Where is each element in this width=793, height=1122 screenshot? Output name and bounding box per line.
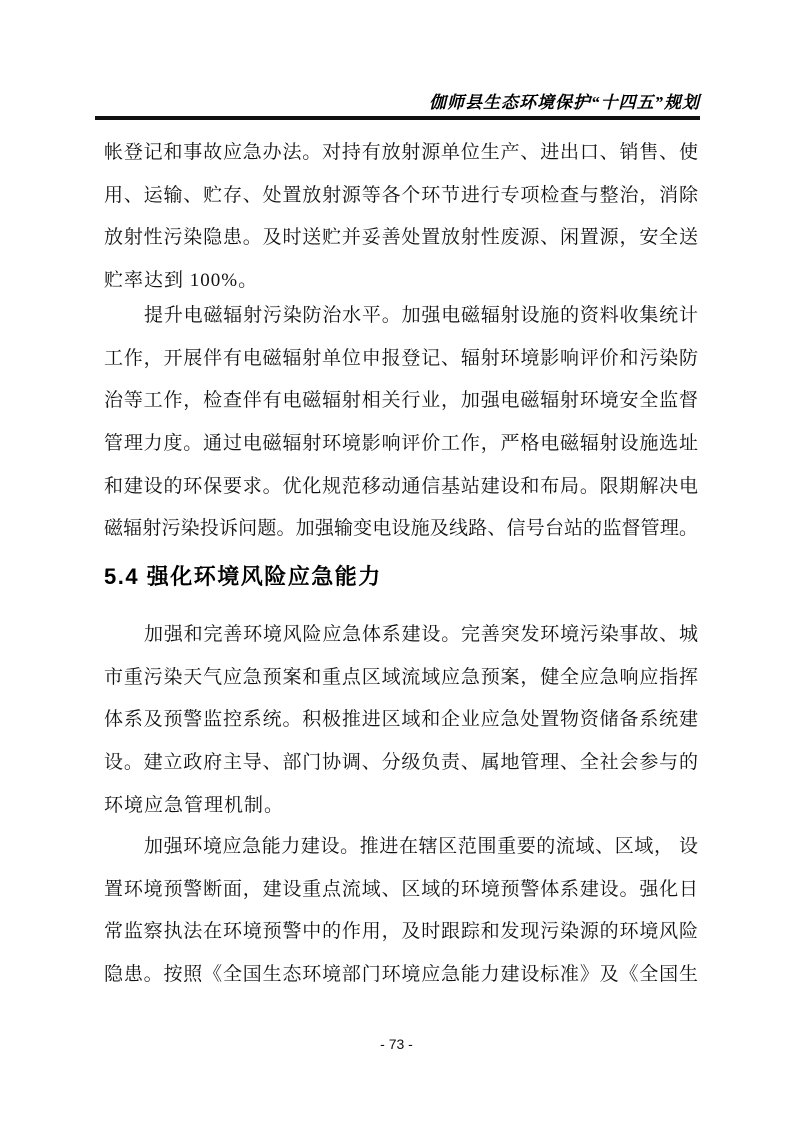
text-line: 贮率达到 100%。 xyxy=(104,270,259,292)
page-footer xyxy=(0,1036,793,1054)
text-line: 管理力度。通过电磁辐射环境影响评价工作，严格电磁辐射设施选址 xyxy=(104,433,698,455)
text-line: 治等工作，检查伴有电磁辐射相关行业，加强电磁辐射环境安全监督 xyxy=(104,390,698,412)
text-line: 工作，开展伴有电磁辐射单位申报登记、辐射环境影响评价和污染防 xyxy=(104,347,698,369)
text-line: 常监察执法在环境预警中的作用，及时跟踪和发现污染源的环境风险 xyxy=(104,921,698,943)
page-header xyxy=(95,88,700,120)
text-line: 隐患。按照《全国生态环境部门环境应急能力建设标准》及《全国生 xyxy=(104,964,698,986)
paragraph-radiation-sources xyxy=(104,132,698,303)
text-line: 设。建立政府主导、部门协调、分级负责、属地管理、全社会参与的 xyxy=(104,752,698,774)
paragraph-emergency-system xyxy=(104,614,698,827)
text-line: 加强环境应急能力建设。推进在辖区范围重要的流域、区域， 设 xyxy=(144,836,698,857)
text-line: 置环境预警断面，建设重点流域、区域的环境预警体系建设。强化日 xyxy=(104,878,698,900)
header-title: 伽师县生态环境保护“十四五”规划 xyxy=(429,93,700,112)
paragraph-electromagnetic-radiation xyxy=(104,295,698,551)
text-line: 体系及预警监控系统。积极推进区域和企业应急处置物资储备系统建 xyxy=(104,709,698,731)
page-number: - 73 - xyxy=(380,1036,413,1052)
text-line: 环境应急管理机制。 xyxy=(104,794,285,816)
text-line: 提升电磁辐射污染防治水平。加强电磁辐射设施的资料收集统计 xyxy=(144,305,698,326)
text-line: 加强和完善环境风险应急体系建设。完善突发环境污染事故、城 xyxy=(144,624,698,645)
text-line: 帐登记和事故应急办法。对持有放射源单位生产、进出口、销售、使 xyxy=(104,142,698,163)
text-line: 放射性污染隐患。及时送贮并妥善处置放射性废源、闲置源，安全送 xyxy=(104,227,698,249)
text-line: 用、运输、贮存、处置放射源等各个环节进行专项检查与整治，消除 xyxy=(104,184,698,206)
text-line: 磁辐射污染投诉问题。加强输变电设施及线路、信号台站的监督管理。 xyxy=(104,518,698,540)
text-line: 市重污染天气应急预案和重点区域流域应急预案，健全应急响应指挥 xyxy=(104,666,698,688)
paragraph-emergency-capability xyxy=(104,826,698,997)
text-line: 和建设的环保要求。优化规范移动通信基站建设和布局。限期解决电 xyxy=(104,475,698,497)
section-heading-5-4: 5.4 强化环境风险应急能力 xyxy=(104,564,382,589)
